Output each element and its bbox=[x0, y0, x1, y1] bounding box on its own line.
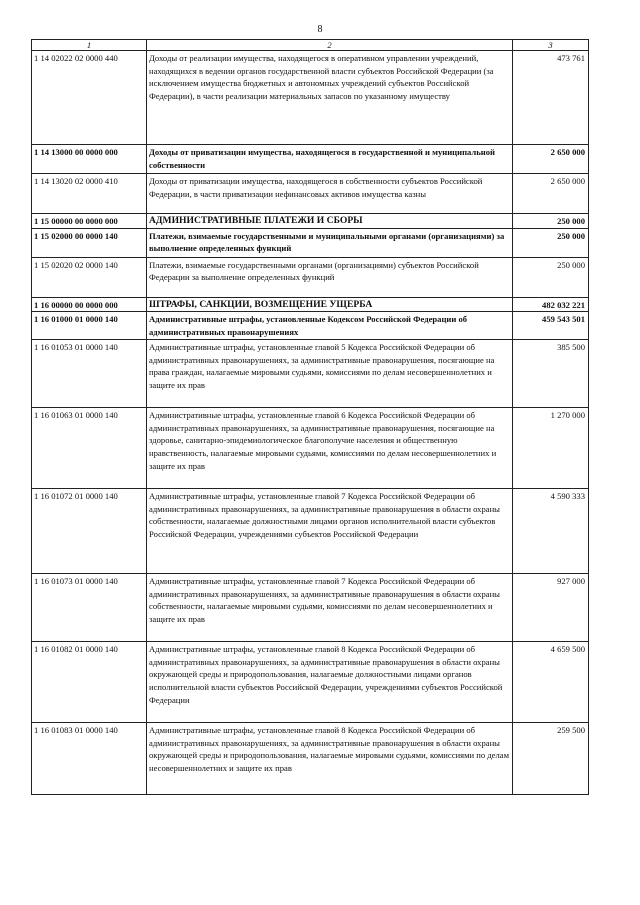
row-amount: 259 500 bbox=[513, 723, 589, 795]
row-amount: 4 659 500 bbox=[513, 642, 589, 723]
row-code: 1 16 01000 01 0000 140 bbox=[32, 312, 147, 340]
row-name: Доходы от реализации имущества, находящегося в оперативном управлении учреждений, находящихся в ведении органов государственной власти субъектов Российской Федерации (за исключением имущества бюджетных и автономных учреждений субъектов Российской Федерации), в части реализации материальных запасов по указанному имуществу bbox=[147, 51, 513, 145]
row-amount: 385 500 bbox=[513, 340, 589, 408]
row-name: Административные штрафы, установленные главой 5 Кодекса Российской Федерации об административных правонарушениях, за административные правонарушения, посягающие на права граждан, налагаемые мировыми судьями, комиссиями по делам несовершеннолетних и защите их прав bbox=[147, 340, 513, 408]
row-code: 1 14 13020 02 0000 410 bbox=[32, 174, 147, 214]
row-amount: 2 650 000 bbox=[513, 174, 589, 214]
row-name: ШТРАФЫ, САНКЦИИ, ВОЗМЕЩЕНИЕ УЩЕРБА bbox=[147, 297, 513, 312]
table-row bbox=[32, 174, 589, 214]
row-amount: 250 000 bbox=[513, 257, 589, 297]
row-name: Доходы от приватизации имущества, находящегося в собственности субъектов Российской Федерации, в части приватизации нефинансовых активов имущества казны bbox=[147, 174, 513, 214]
row-amount: 459 543 501 bbox=[513, 312, 589, 340]
row-amount: 250 000 bbox=[513, 214, 589, 229]
row-name: Административные штрафы, установленные главой 8 Кодекса Российской Федерации об административных правонарушениях, за административные правонарушения в области охраны окружающей среды и природопользования, налагаемые мировыми судьями, комиссиями по делам несовершеннолетних и защите их прав bbox=[147, 723, 513, 795]
header-col-3: 3 bbox=[513, 40, 589, 51]
table-row bbox=[32, 340, 589, 408]
table-row bbox=[32, 408, 589, 489]
row-name: Административные штрафы, установленные главой 7 Кодекса Российской Федерации об административных правонарушениях, за административные правонарушения в области охраны собственности, налагаемые мировыми судьями, комиссиями по делам несовершеннолетних и защите их прав bbox=[147, 574, 513, 642]
row-amount: 473 761 bbox=[513, 51, 589, 145]
table-row bbox=[32, 489, 589, 574]
header-col-1: 1 bbox=[32, 40, 147, 51]
table-row bbox=[32, 228, 589, 257]
table-header-row bbox=[32, 40, 589, 51]
table-row bbox=[32, 145, 589, 174]
row-amount: 927 000 bbox=[513, 574, 589, 642]
table-row bbox=[32, 214, 589, 229]
table-row bbox=[32, 642, 589, 723]
table-row bbox=[32, 257, 589, 297]
table-row bbox=[32, 51, 589, 145]
row-code: 1 16 01073 01 0000 140 bbox=[32, 574, 147, 642]
table-row bbox=[32, 297, 589, 312]
row-code: 1 14 02022 02 0000 440 bbox=[32, 51, 147, 145]
row-amount: 1 270 000 bbox=[513, 408, 589, 489]
row-name: Административные штрафы, установленные главой 6 Кодекса Российской Федерации об административных правонарушениях, за административные правонарушения, посягающие на здоровье, санитарно-эпидемиологическое благополучие населения и общественную нравственность, налагаемые мировыми судьями, комиссиями по делам несовершеннолетних и защите их прав bbox=[147, 408, 513, 489]
row-code: 1 14 13000 00 0000 000 bbox=[32, 145, 147, 174]
row-name: АДМИНИСТРАТИВНЫЕ ПЛАТЕЖИ И СБОРЫ bbox=[147, 214, 513, 229]
row-code: 1 16 01072 01 0000 140 bbox=[32, 489, 147, 574]
row-name: Платежи, взимаемые государственными органами (организациями) субъектов Российской Федерации за выполнение определенных функций bbox=[147, 257, 513, 297]
row-name: Административные штрафы, установленные главой 8 Кодекса Российской Федерации об административных правонарушениях, за административные правонарушения в области охраны окружающей среды и природопользования, налагаемые должностными лицами органов исполнительной власти субъектов Российской Федерации, учреждениями субъектов Российской Федерации bbox=[147, 642, 513, 723]
row-code: 1 15 02020 02 0000 140 bbox=[32, 257, 147, 297]
row-code: 1 16 01082 01 0000 140 bbox=[32, 642, 147, 723]
table-row bbox=[32, 312, 589, 340]
row-name: Платежи, взимаемые государственными и муниципальными органами (организациями) за выполнение определенных функций bbox=[147, 228, 513, 257]
row-name: Административные штрафы, установленные главой 7 Кодекса Российской Федерации об административных правонарушениях, за административные правонарушения в области охраны собственности, налагаемые должностными лицами органов исполнительной власти субъектов Российской Федерации, учреждениями субъектов Российской Федерации bbox=[147, 489, 513, 574]
budget-revenue-table bbox=[31, 39, 589, 795]
row-code: 1 15 00000 00 0000 000 bbox=[32, 214, 147, 229]
row-name: Доходы от приватизации имущества, находящегося в государственной и муниципальной собственности bbox=[147, 145, 513, 174]
table-row bbox=[32, 574, 589, 642]
row-amount: 250 000 bbox=[513, 228, 589, 257]
row-code: 1 16 00000 00 0000 000 bbox=[32, 297, 147, 312]
table-row bbox=[32, 723, 589, 795]
header-col-2: 2 bbox=[147, 40, 513, 51]
row-amount: 4 590 333 bbox=[513, 489, 589, 574]
row-code: 1 16 01083 01 0000 140 bbox=[32, 723, 147, 795]
row-name: Административные штрафы, установленные Кодексом Российской Федерации об административных правонарушениях bbox=[147, 312, 513, 340]
row-amount: 2 650 000 bbox=[513, 145, 589, 174]
page-number: 8 bbox=[317, 24, 323, 35]
row-code: 1 15 02000 00 0000 140 bbox=[32, 228, 147, 257]
row-code: 1 16 01063 01 0000 140 bbox=[32, 408, 147, 489]
row-amount: 482 032 221 bbox=[513, 297, 589, 312]
row-code: 1 16 01053 01 0000 140 bbox=[32, 340, 147, 408]
